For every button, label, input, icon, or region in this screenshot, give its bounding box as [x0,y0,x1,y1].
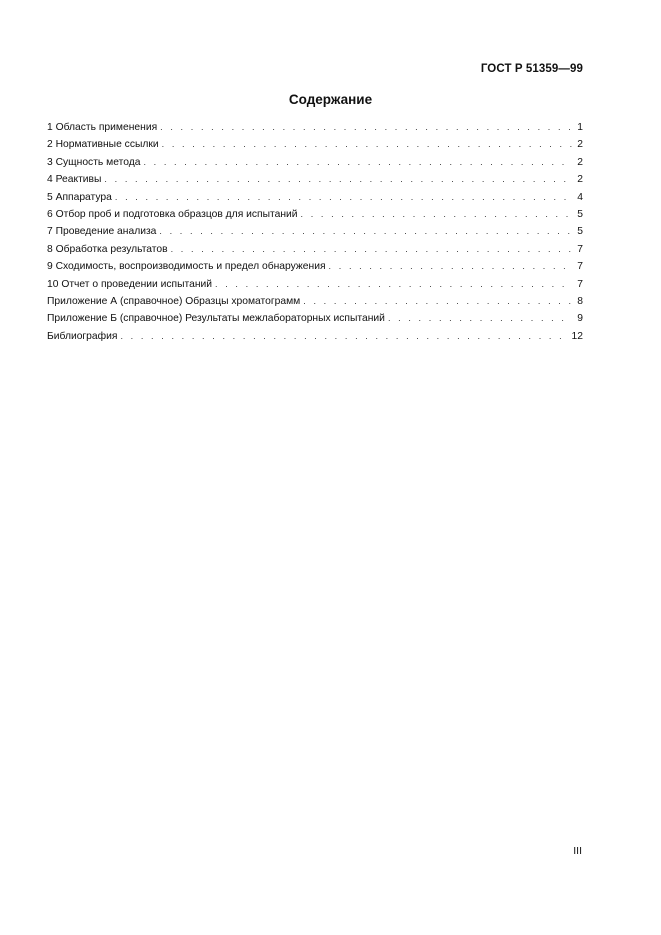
toc-entry-label: 4 Реактивы [47,174,102,186]
toc-entry[interactable] [47,258,583,275]
toc-entry-page: 5 [577,226,583,238]
toc-entry-label: 5 Аппаратура [47,191,112,203]
toc-entry-page: 7 [577,278,583,290]
toc-entry-page: 12 [571,330,583,342]
toc-entry[interactable] [47,328,583,345]
toc-dot-leader [171,241,572,257]
toc-entry[interactable] [47,310,583,327]
toc-dot-leader [303,293,572,309]
toc-entry[interactable] [47,171,583,188]
toc-entry-page: 5 [577,209,583,221]
toc-entry-label: 2 Нормативные ссылки [47,139,159,151]
toc-dot-leader [104,171,572,187]
toc-entry-label: 10 Отчет о проведении испытаний [47,278,213,290]
toc-entry-page: 4 [577,191,583,203]
toc-entry-page: 2 [577,139,583,151]
toc-entry-label: 1 Область применения [47,122,158,133]
toc-entry-page: 7 [577,261,583,273]
toc-entry-label: Библиография [47,330,118,342]
toc-entry-label: Приложение Б (справочное) Результаты межлабораторных испытаний [47,313,385,325]
toc-dot-leader [301,206,572,222]
toc-entry-page: 9 [577,313,583,325]
toc-entry-label: Приложение А (справочное) Образцы хроматограмм [47,296,301,308]
toc-entry-label: 8 Обработка результатов [47,243,168,255]
toc-dot-leader [115,189,572,205]
toc-entry[interactable] [47,223,583,240]
toc-entry[interactable] [47,136,583,153]
toc-entry-page: 2 [577,156,583,168]
toc-entry-label: 9 Сходимость, воспроизводимость и предел обнаружения [47,261,326,273]
toc-entry[interactable] [47,293,583,310]
table-of-contents [47,119,583,345]
toc-dot-leader [329,258,572,274]
toc-dot-leader [159,223,572,239]
toc-entry-page: 8 [577,296,583,308]
toc-dot-leader [143,154,572,170]
toc-dot-leader [388,310,572,326]
toc-entry-label: 7 Проведение анализа [47,226,157,238]
toc-dot-leader [120,328,568,344]
toc-dot-leader [162,136,572,152]
document-code: ГОСТ Р 51359—99 [480,63,583,75]
toc-entry-label: 3 Сущность метода [47,156,141,168]
toc-entry-page: 1 [577,122,583,133]
toc-entry[interactable] [47,241,583,258]
toc-entry[interactable] [47,154,583,171]
toc-entry-page: 2 [577,174,583,186]
toc-dot-leader [160,119,572,135]
toc-dot-leader [215,276,572,292]
toc-entry[interactable] [47,206,583,223]
toc-entry[interactable] [47,189,583,206]
toc-entry-page: 7 [577,243,583,255]
page-number: III [573,845,582,857]
page-title: Содержание [288,92,373,107]
toc-entry-label: 6 Отбор проб и подготовка образцов для испытаний [47,209,298,221]
toc-entry[interactable] [47,276,583,293]
toc-entry[interactable] [47,119,583,136]
